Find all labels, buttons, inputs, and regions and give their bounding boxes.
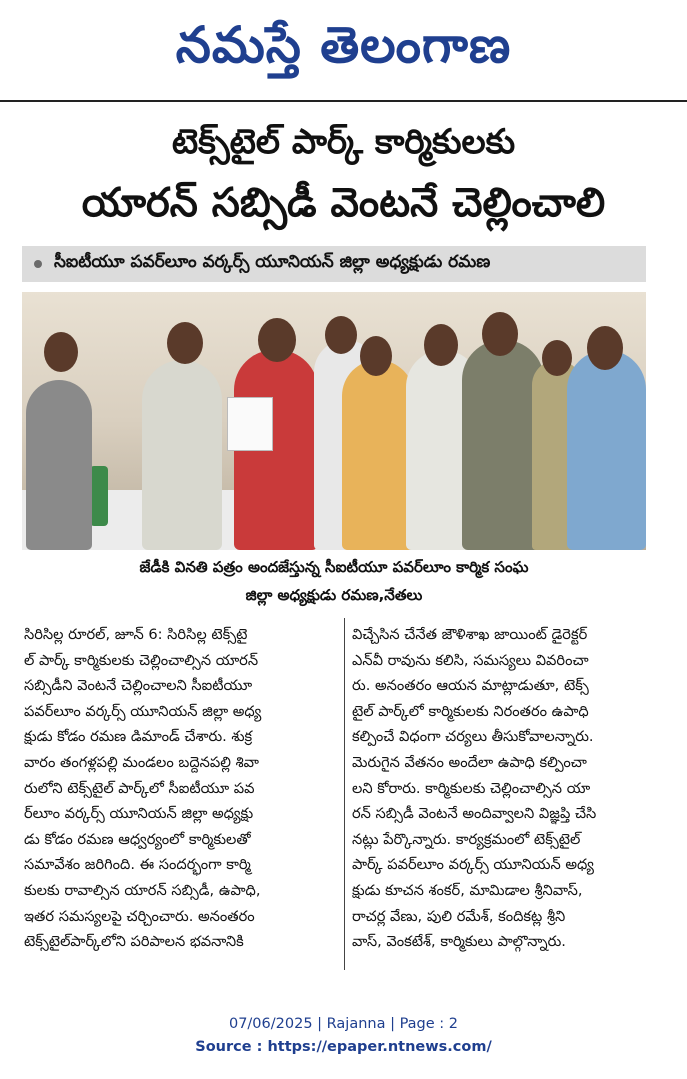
article-body-line: ర్‌లూం వర్కర్స్ యూనియన్ జిల్లా అధ్యక్షు [24, 805, 254, 823]
article-body-line: ఇతర సమస్యలపై చర్చించారు. అనంతరం [24, 907, 255, 925]
article-body-line: కులకు రావాల్సిన యారన్ సబ్సిడీ, ఉపాధి, [24, 881, 261, 899]
article-body-line: సబ్సిడీని వెంటనే చెల్లించాలని సీఐటీయూ [24, 677, 253, 695]
article-body-line: మెరుగైన వేతనం అందేలా ఉపాధి కల్పించా [352, 753, 587, 771]
petition-document [227, 397, 273, 451]
article-body-line: పార్క్ పవర్‌లూం వర్కర్స్ యూనియన్ అధ్య [352, 856, 594, 874]
article-body-line: వాస్, వెంకటేశ్, కార్మికులు పాల్గొన్నారు. [352, 933, 566, 951]
article-body-line: విచ్చేసిన చేనేత జౌళిశాఖ జాయింట్ డైరెక్టర్ [352, 626, 588, 643]
article-body-line: రు. అనంతరం ఆయన మాట్లాడుతూ, టెక్స్ [352, 677, 589, 695]
headline-line-1: టెక్స్‌టైల్ పార్క్ కార్మికులకు [171, 122, 516, 162]
photo-person [142, 360, 222, 550]
source-link[interactable]: Source : https://epaper.ntnews.com/ [195, 1039, 492, 1055]
article-body-line: లని కోరారు. కార్మికులకు చెల్లించాల్సిన యా [352, 779, 591, 797]
photo-person [342, 360, 414, 550]
article-body-line: క్షుడు కూచన శంకర్, మామిడాల శ్రీనివాస్, [352, 881, 583, 899]
article-body-right-column [352, 622, 664, 955]
bullet-icon [34, 260, 42, 268]
publication-info: 07/06/2025 | Rajanna | Page : 2 [228, 1016, 459, 1032]
photo-person [26, 380, 92, 550]
photo-person-head [542, 340, 572, 376]
article-body-line: సమావేశం జరిగింది. ఈ సందర్భంగా కార్మి [24, 856, 251, 874]
photo-bottle [90, 466, 108, 526]
article-body-line: టెక్స్‌టైల్‌పార్క్‌లోని పరిపాలన భవనానికి [24, 933, 244, 951]
article-body-line: రాచర్ల వేణు, పులి రమేశ్, కందికట్ల శ్రీని [352, 907, 566, 925]
newspaper-masthead: నమస్తే తెలంగాణ [175, 15, 512, 74]
article-body-left-column [24, 622, 336, 955]
article-body-line: కల్పించే విధంగా చర్యలు తీసుకోవాలన్నారు. [352, 728, 594, 746]
article-body-line: టైల్ పార్క్‌లో కార్మికులకు నిరంతరం ఉపాధి [352, 702, 589, 720]
article-body-line: రన్ సబ్సిడీ వెంటనే అందివ్వాలని విజ్ఞప్తి చేసి [352, 805, 597, 823]
column-divider [344, 618, 345, 970]
masthead-divider [0, 100, 687, 102]
article-body-line: వారం తంగళ్లపల్లి మండలం బద్దెనపల్లి శివా [24, 753, 259, 771]
article-body-line: ఎన్‌వీ రావును కలిసి, సమస్యలు వివరించా [352, 651, 589, 669]
photo-person-head [482, 312, 518, 356]
photo-person-head [587, 326, 623, 370]
subheadline-bar [22, 246, 646, 282]
photo-person-head [424, 324, 458, 366]
article-body-line: రులోని టెక్స్‌టైల్ పార్క్‌లో సీఐటీయూ పవ [24, 779, 255, 797]
photo-caption-line-2: జిల్లా అధ్యక్షుడు రమణ,నేతలు [245, 586, 423, 604]
article-photo [22, 292, 646, 550]
photo-caption-line-1: జేడీకి వినతి పత్రం అందజేస్తున్న సీఐటీయూ పవర్‌లూం కార్మిక సంఘ [139, 558, 529, 576]
article-body-line: నట్లు పేర్కొన్నారు. కార్యక్రమంలో టెక్స్‌టైల్ [352, 830, 581, 848]
headline-line-2: యారన్ సబ్సిడీ వెంటనే చెల్లించాలి [81, 180, 606, 226]
article-body-line: ల్ పార్క్ కార్మికులకు చెల్లించాల్సిన యారన్ [24, 651, 259, 669]
photo-person [567, 350, 646, 550]
article-body-line: క్షుడు కోడం రమణ డిమాండ్ చేశారు. శుక్ర [24, 728, 253, 746]
photo-person-head [258, 318, 296, 362]
photo-person-head [360, 336, 392, 376]
photo-person-head [44, 332, 78, 372]
photo-person-head [167, 322, 203, 364]
article-body-line: పవర్‌లూం వర్కర్స్ యూనియన్ జిల్లా అధ్య [24, 702, 262, 720]
photo-person-head [325, 316, 357, 354]
article-body-line: డు కోడం రమణ ఆధ్వర్యంలో కార్మికులతో [24, 830, 251, 848]
article-body-line: సిరిసిల్ల రూరల్, జూన్ 6: సిరిసిల్ల టెక్స్‌టై [24, 626, 248, 643]
subheadline: సీఐటీయూ పవర్‌లూం వర్కర్స్ యూనియన్ జిల్లా అధ్యక్షుడు రమణ [54, 252, 491, 272]
